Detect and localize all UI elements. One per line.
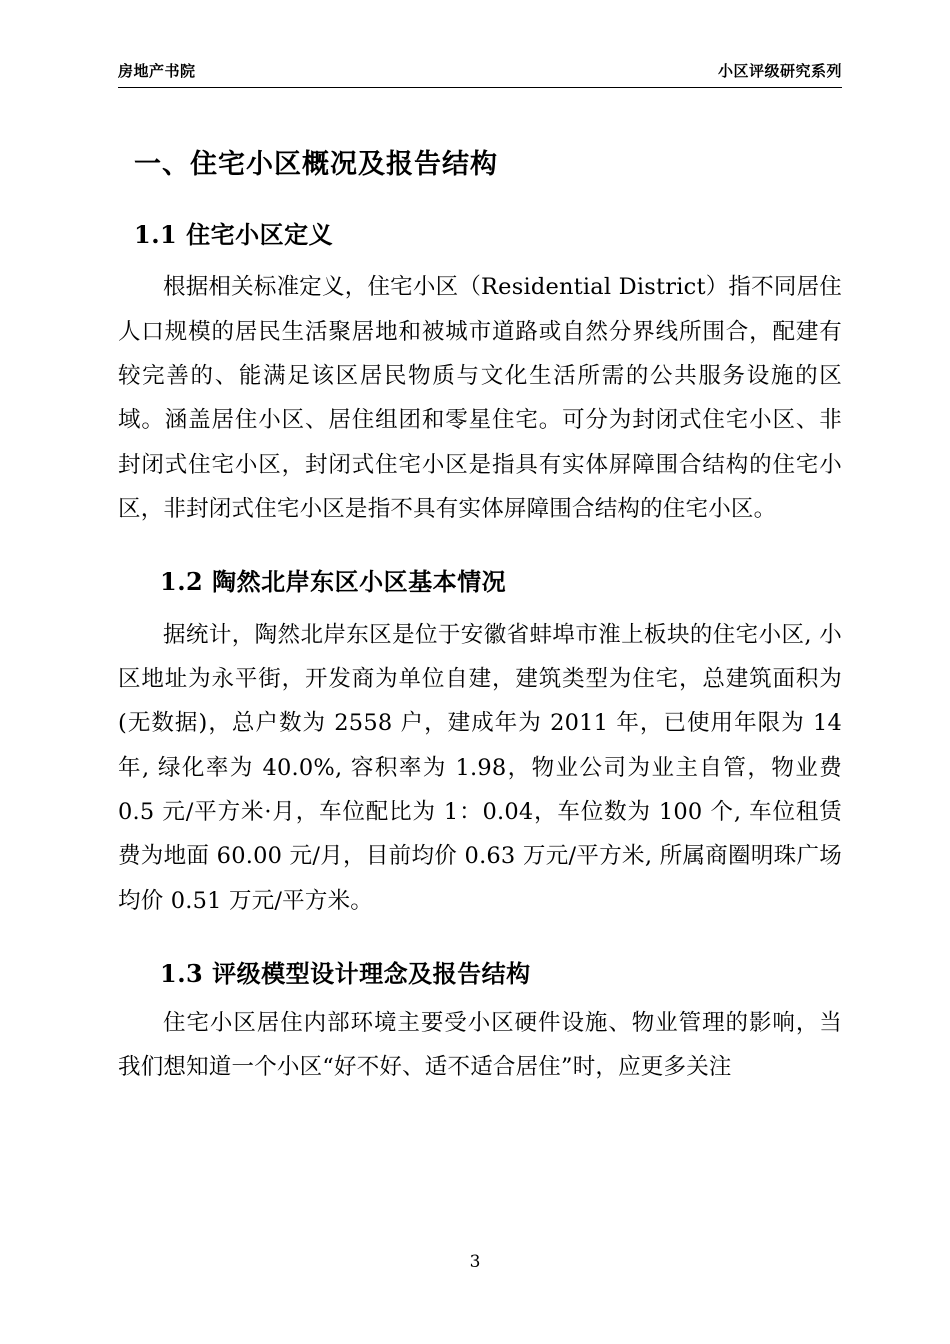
header-right-text: 小区评级研究系列 [717, 62, 842, 80]
section-heading-1-1: 1.1 住宅小区定义 [134, 219, 334, 249]
section-body-1-1: 根据相关标准定义，住宅小区（Residential District）指不同居住人口规模的居民生活聚居地和被城市道路或自然分界线所围合，配建有较完善的、能满足该区居民物质与文化生活所需的公共服务设施的区域。涵盖居住小区、居住组团和零星住宅。可分为封闭式住宅小区、非封闭式住宅小区，封闭式住宅小区是指具有实体屏障围合结构的住宅小区，非封闭式住宅小区是指不具有实体屏障围合结构的住宅小区。 [118, 274, 842, 522]
running-header [118, 60, 842, 87]
page-number: 3 [469, 1252, 481, 1272]
section-body-1-2: 据统计，陶然北岸东区是位于安徽省蚌埠市淮上板块的住宅小区, 小区地址为永平街，开发商为单位自建，建筑类型为住宅，总建筑面积为(无数据)，总户数为 2558 户，建成年为 2011 年，已使用年限为 14 年, 绿化率为 40.0%, 容积率为 1.98，物业公司为业主自管，物业费 0.5 元/平方米·月，车位配比为 1：0.04，车位数为 100 个, 车位租赁费为地面 60.00 元/月，目前均价 0.63 万元/平方米, 所属商圈明珠广场均价 0.51 万元/平方米。 [118, 621, 842, 914]
section-body-1-3: 住宅小区居住内部环境主要受小区硬件设施、物业管理的影响，当我们想知道一个小区“好不好、适不适合居住”时，应更多关注 [118, 1009, 842, 1080]
chapter-heading: 一、住宅小区概况及报告结构 [134, 149, 498, 180]
page-content [118, 60, 842, 1089]
header-divider [118, 87, 842, 88]
section-heading-1-2: 1.2 陶然北岸东区小区基本情况 [160, 567, 507, 597]
header-left-text: 房地产书院 [118, 62, 196, 80]
section-heading-1-3: 1.3 评级模型设计理念及报告结构 [160, 959, 531, 989]
